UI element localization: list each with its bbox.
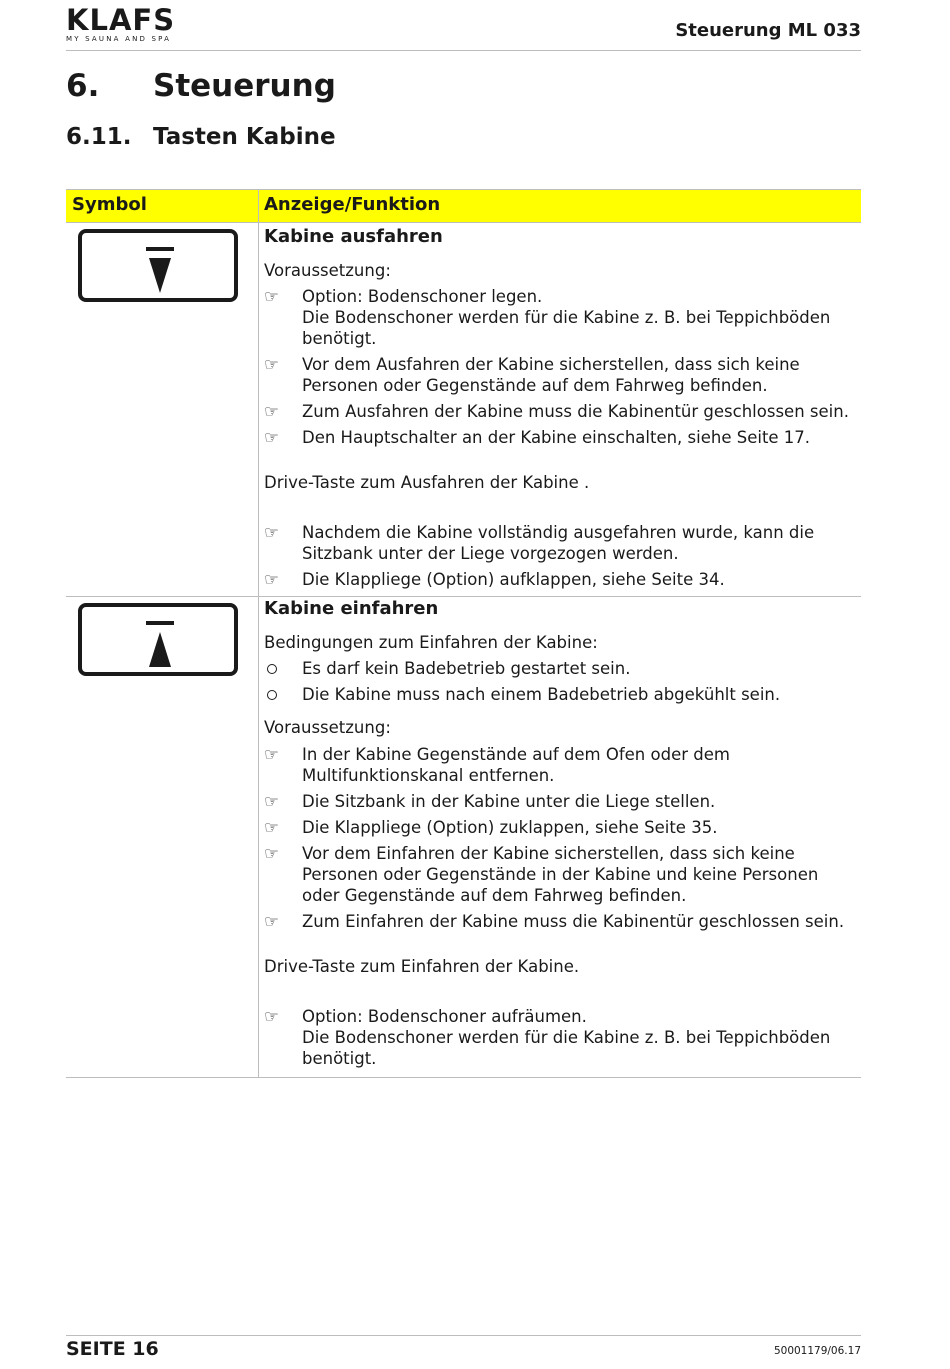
action-text: Drive-Taste zum Ausfahren der Kabine . (264, 473, 590, 492)
table-header (66, 189, 861, 223)
item-text: Nachdem die Kabine vollständig ausgefahren wurde, kann die Sitzbank unter der Liege vorgezogen werden. (302, 523, 815, 563)
document-code: 50001179/06.17 (773, 1345, 861, 1357)
pointing-hand-icon: ☞ (264, 355, 279, 374)
column-divider (258, 223, 259, 596)
pointing-hand-icon: ☞ (264, 818, 279, 837)
function-cell (264, 597, 861, 1077)
row-title: Kabine ausfahren (264, 226, 443, 247)
pointing-hand-icon: ☞ (264, 523, 279, 542)
item-text: Die Klappliege (Option) zuklappen, siehe Seite 35. (302, 818, 718, 837)
list-item (264, 569, 851, 590)
item-text: Option: Bodenschoner legen. Die Bodenschoner werden für die Kabine z. B. bei Teppichböden benötigt. (302, 287, 831, 348)
logo-tagline: MY SAUNA AND SPA (66, 35, 172, 43)
footer-rule (66, 1335, 861, 1336)
column-divider (258, 190, 259, 222)
drive-out-key-icon (78, 229, 238, 302)
prerequisite-label: Voraussetzung: (264, 718, 391, 737)
item-text: Option: Bodenschoner aufräumen. Die Bodenschoner werden für die Kabine z. B. bei Teppichböden benötigt. (302, 1007, 831, 1068)
klafs-logo (66, 5, 175, 43)
chapter-heading (66, 68, 336, 104)
header-rule (66, 50, 861, 51)
pointing-hand-icon: ☞ (264, 1007, 279, 1026)
item-text: Es darf kein Badebetrieb gestartet sein. (302, 659, 631, 678)
pointing-hand-icon: ☞ (264, 745, 279, 764)
section-number: 6.11. (66, 124, 132, 150)
item-text: Zum Ausfahren der Kabine muss die Kabinentür geschlossen sein. (302, 402, 849, 421)
document-title: Steuerung ML 033 (675, 20, 861, 41)
function-cell (264, 223, 861, 596)
table-row (66, 223, 861, 597)
list-item (264, 1006, 851, 1069)
page-number: SEITE 16 (66, 1338, 159, 1360)
list-item (264, 684, 851, 705)
item-text: In der Kabine Gegenstände auf dem Ofen oder dem Multifunktionskanal entfernen. (302, 745, 730, 785)
list-item (264, 401, 851, 422)
item-text: Vor dem Ausfahren der Kabine sicherstellen, dass sich keine Personen oder Gegenstände auf dem Fahrweg befinden. (302, 355, 800, 395)
action-text: Drive-Taste zum Einfahren der Kabine. (264, 957, 580, 976)
logo-text: KLAFS (66, 3, 176, 37)
chapter-title: Steuerung (153, 68, 336, 104)
list-item (264, 522, 851, 564)
list-item (264, 911, 851, 932)
list-item (264, 286, 851, 349)
list-item (264, 817, 851, 838)
item-text: Vor dem Einfahren der Kabine sicherstellen, dass sich keine Personen oder Gegenstände in der Kabine und keine Personen oder Gegenstände auf dem Fahrweg befinden. (302, 844, 819, 905)
pointing-hand-icon: ☞ (264, 428, 279, 447)
pointing-hand-icon: ☞ (264, 912, 279, 931)
drive-in-key-icon (78, 603, 238, 676)
list-item (264, 354, 851, 396)
row-title: Kabine einfahren (264, 598, 439, 619)
pointing-hand-icon: ☞ (264, 792, 279, 811)
column-divider (258, 597, 259, 1077)
chapter-number: 6. (66, 68, 100, 104)
item-text: Die Klappliege (Option) aufklappen, siehe Seite 34. (302, 570, 725, 589)
keys-table (66, 189, 861, 1078)
circle-bullet-icon (264, 684, 296, 705)
item-text: Die Kabine muss nach einem Badebetrieb abgekühlt sein. (302, 685, 781, 704)
list-item (264, 791, 851, 812)
section-title: Tasten Kabine (153, 124, 336, 150)
item-text: Den Hauptschalter an der Kabine einschalten, siehe Seite 17. (302, 428, 811, 447)
prerequisite-label: Voraussetzung: (264, 261, 391, 280)
item-text: Die Sitzbank in der Kabine unter die Liege stellen. (302, 792, 716, 811)
column-header-symbol: Symbol (72, 194, 147, 215)
table-row (66, 597, 861, 1078)
conditions-label: Bedingungen zum Einfahren der Kabine: (264, 633, 598, 652)
pointing-hand-icon: ☞ (264, 570, 279, 589)
list-item (264, 427, 851, 448)
item-text: Zum Einfahren der Kabine muss die Kabinentür geschlossen sein. (302, 912, 845, 931)
list-item (264, 843, 851, 906)
column-header-function: Anzeige/Funktion (264, 194, 441, 215)
list-item (264, 658, 851, 679)
pointing-hand-icon: ☞ (264, 287, 279, 306)
pointing-hand-icon: ☞ (264, 844, 279, 863)
list-item (264, 744, 851, 786)
circle-bullet-icon (264, 658, 296, 679)
section-heading (66, 124, 336, 150)
pointing-hand-icon: ☞ (264, 402, 279, 421)
